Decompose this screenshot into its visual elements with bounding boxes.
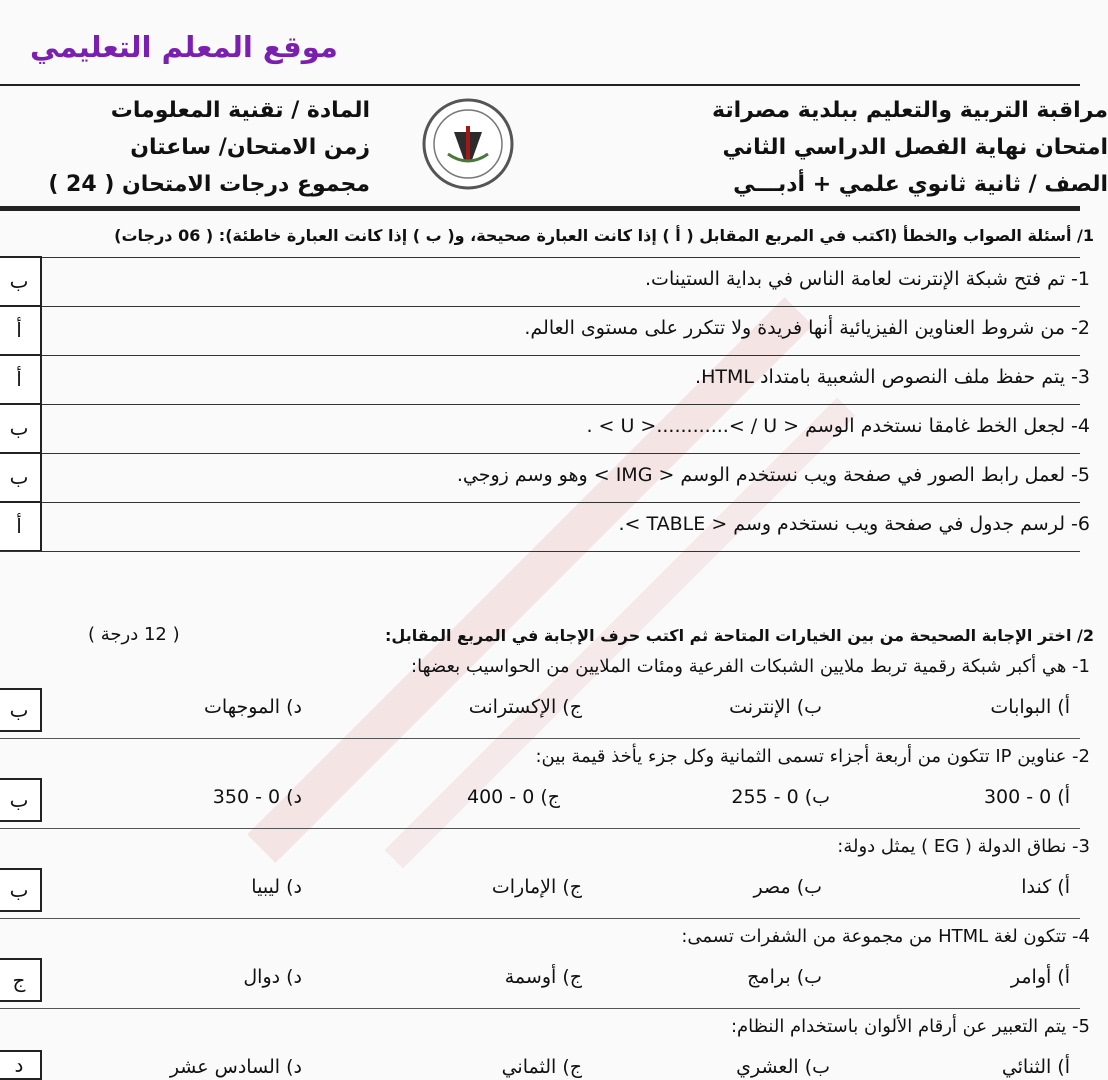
option-a: أ) أوامر xyxy=(1010,966,1070,988)
section1-title: 1/ أسئلة الصواب والخطأ (اكتب في المربع المقابل ( أ ) إذا كانت العبارة صحيحة، و( ب ) إذا كانت العبارة خاطئة): ( 06 درجات) xyxy=(114,226,1094,245)
header-line: المادة / تقنية المعلومات xyxy=(110,98,370,123)
header-line: زمن الامتحان/ ساعتان xyxy=(130,135,370,160)
option-d: د) الموجهات xyxy=(204,696,302,718)
tf-statement: 2- من شروط العناوين الفيزيائية أنها فريدة ولا تتكرر على مستوى العالم. xyxy=(524,317,1090,339)
question-text: 2- عناوين IP تتكون من أربعة أجزاء تسمى الثمانية وكل جزء يأخذ قيمة بين: xyxy=(535,746,1090,767)
answer-box[interactable]: ب xyxy=(0,868,42,912)
header-line: مراقبة التربية والتعليم ببلدية مصراتة xyxy=(711,98,1108,123)
tf-row xyxy=(0,502,1090,551)
header-exam-info-block xyxy=(40,92,370,203)
tf-row xyxy=(0,355,1090,404)
option-b: ب) 0 - 255 xyxy=(731,786,830,808)
tf-statement: 3- يتم حفظ ملف النصوص الشعبية بامتداد HTML. xyxy=(695,366,1090,388)
option-c: ج) 0 - 400 xyxy=(466,786,560,808)
question-divider xyxy=(0,738,1080,739)
tf-statement: 1- تم فتح شبكة الإنترنت لعامة الناس في بداية الستينات. xyxy=(645,268,1090,290)
answer-box[interactable]: ب xyxy=(0,256,42,307)
question-text: 3- نطاق الدولة ( EG ) يمثل دولة: xyxy=(837,836,1090,857)
header-top-rule xyxy=(0,84,1080,86)
option-d: د) السادس عشر xyxy=(169,1056,302,1078)
question-text: 5- يتم التعبير عن أرقام الألوان باستخدام النظام: xyxy=(730,1016,1090,1037)
emblem-logo xyxy=(418,94,518,194)
option-c: ج) الإكسترانت xyxy=(468,696,582,718)
header-line: الصف / ثانية ثانوي علمي + أدبـــي xyxy=(733,172,1108,197)
site-title: موقع المعلم التعليمي xyxy=(30,30,338,64)
header-authority-block xyxy=(668,92,1108,203)
header-bottom-rule xyxy=(0,206,1080,211)
tf-row xyxy=(0,257,1090,306)
option-c: ج) الإمارات xyxy=(491,876,582,898)
answer-box[interactable]: ج xyxy=(0,958,42,1002)
option-d: د) دوال xyxy=(243,966,302,988)
option-b: ب) مصر xyxy=(753,876,822,898)
option-a: أ) كندا xyxy=(1021,876,1070,898)
option-c: ج) الثماني xyxy=(501,1056,582,1078)
answer-box[interactable]: أ xyxy=(0,501,42,552)
question-text: 4- تتكون لغة HTML من مجموعة من الشفرات تسمى: xyxy=(681,926,1090,947)
section2-marks: ( 12 درجة ) xyxy=(88,624,180,645)
answer-box[interactable]: ب xyxy=(0,778,42,822)
option-a: أ) 0 - 300 xyxy=(983,786,1070,808)
header-line: امتحان نهاية الفصل الدراسي الثاني xyxy=(722,135,1108,160)
option-d: د) 0 - 350 xyxy=(212,786,302,808)
answer-box[interactable]: ب xyxy=(0,688,42,732)
option-a: أ) البوابات xyxy=(990,696,1070,718)
answer-box[interactable]: ب xyxy=(0,452,42,503)
option-c: ج) أوسمة xyxy=(504,966,582,988)
answer-box[interactable]: أ xyxy=(0,354,42,405)
question-divider xyxy=(0,1008,1080,1009)
answer-box[interactable]: أ xyxy=(0,305,42,356)
tf-statement: 4- لجعل الخط غامقا نستخدم الوسم < U >............< / U > . xyxy=(586,415,1090,437)
tf-statement: 6- لرسم جدول في صفحة ويب نستخدم وسم < TABLE >. xyxy=(618,513,1090,535)
option-b: ب) الإنترنت xyxy=(729,696,822,718)
tf-row xyxy=(0,306,1090,355)
question-divider xyxy=(0,828,1080,829)
option-b: ب) العشري xyxy=(736,1056,830,1078)
answer-box[interactable]: ب xyxy=(0,403,42,454)
tf-row xyxy=(0,453,1090,502)
header-line: مجموع درجات الامتحان ( 24 ) xyxy=(48,172,370,197)
section2-title: 2/ اختر الإجابة الصحيحة من بين الخيارات المتاحة ثم اكتب حرف الإجابة في المربع المقابل: xyxy=(385,626,1094,645)
tf-row xyxy=(0,404,1090,453)
question-divider xyxy=(0,918,1080,919)
table-border xyxy=(0,551,1080,552)
question-text: 1- هي أكبر شبكة رقمية تربط ملايين الشبكات الفرعية ومئات الملايين من الحواسيب بعضها: xyxy=(411,656,1090,677)
option-b: ب) برامج xyxy=(747,966,822,988)
option-d: د) ليبيا xyxy=(251,876,302,898)
tf-statement: 5- لعمل رابط الصور في صفحة ويب نستخدم الوسم < IMG > وهو وسم زوجي. xyxy=(456,464,1090,486)
answer-box[interactable]: د xyxy=(0,1050,42,1080)
option-a: أ) الثنائي xyxy=(1001,1056,1070,1078)
